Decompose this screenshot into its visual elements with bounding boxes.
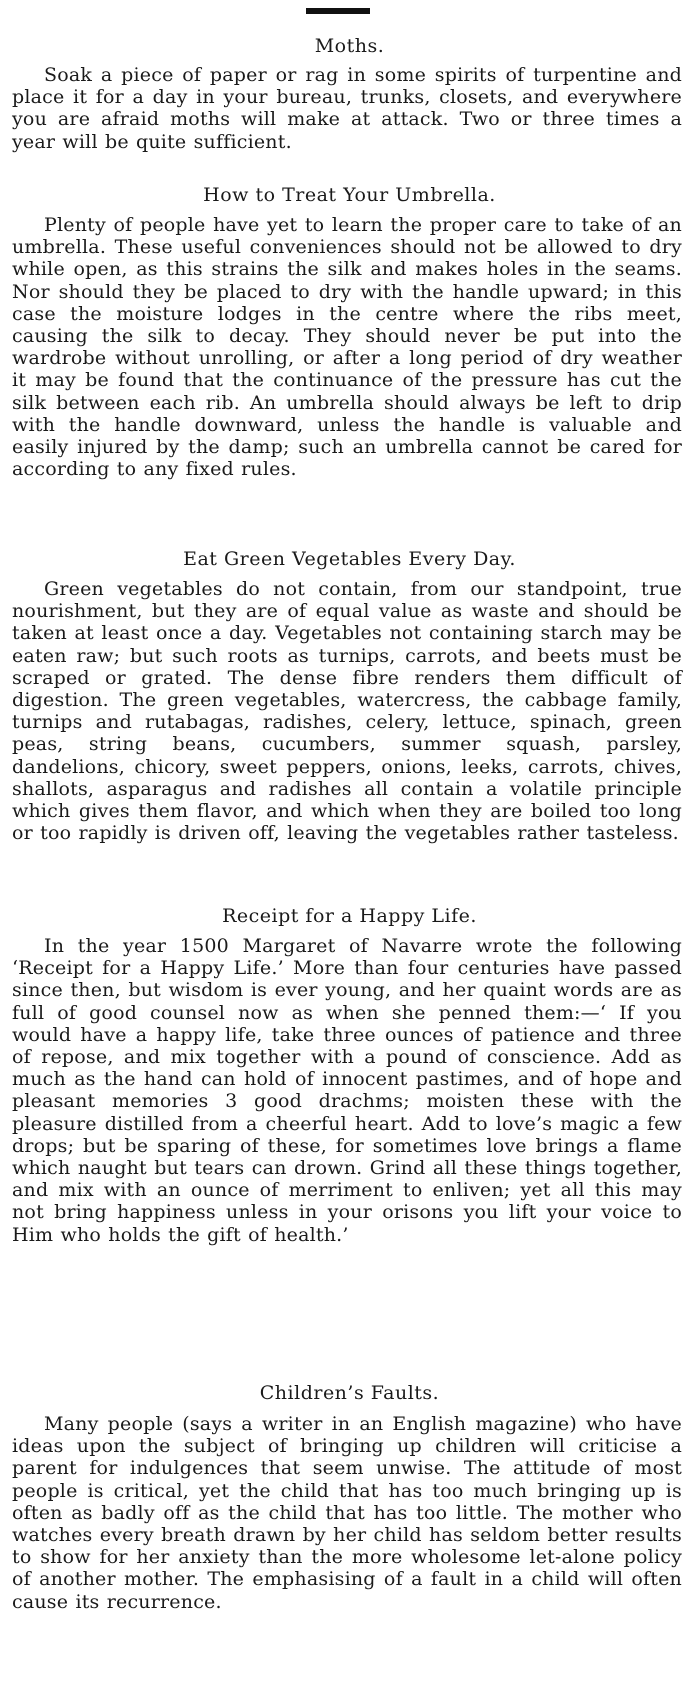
- article-title-happy-life: Receipt for a Happy Life.: [222, 905, 477, 927]
- article-body-moths: Soak a piece of paper or rag in some spirits of turpentine and place it for a day in your bureau, trunks, closets, and everywhere you are afraid moths will make at attack. Two or three times a year will be quite sufficient.: [12, 64, 682, 153]
- article-title-umbrella: How to Treat Your Umbrella.: [203, 184, 496, 206]
- article-body-vegetables: Green vegetables do not contain, from our standpoint, true nourishment, but they are of equal value as waste and should be taken at least once a day. Vegetables not containing starch may be eaten raw; but such roots as turnips, carrots, and beets must be scraped or grated. The dense fibre renders them difficult of digestion. The green vegetables, watercress, the cabbage family, turnips and rutabagas, radishes, celery, lettuce, spinach, green peas, string beans, cucumbers, summer squash, parsley, dandelions, chicory, sweet peppers, onions, leeks, carrots, chives, shallots, asparagus and radishes all contain a volatile principle which gives them flavor, and which when they are boiled too long or too rapidly is driven off, leaving the vegetables rather tasteless.: [12, 578, 682, 845]
- article-body-umbrella: Plenty of people have yet to learn the proper care to take of an umbrella. These useful conveniences should not be allowed to dry while open, as this strains the silk and makes holes in the seams. Nor should they be placed to dry with the handle upward; in this case the moisture lodges in the centre where the ribs meet, causing the silk to decay. They should never be put into the wardrobe without unrolling, or after a long period of dry weather it may be found that the continuance of the pressure has cut the silk between each rib. An umbrella should always be left to drip with the handle downward, unless the handle is valuable and easily injured by the damp; such an umbrella cannot be cared for according to any fixed rules.: [12, 214, 682, 481]
- article-title-childrens-faults: Children’s Faults.: [259, 1382, 440, 1404]
- article-title-moths: Moths.: [314, 35, 385, 57]
- article-body-childrens-faults: Many people (says a writer in an English magazine) who have ideas upon the subject of bringing up children will criticise a parent for indulgences that seem unwise. The attitude of most people is critical, yet the child that has too much bringing up is often as badly off as the child that has too little. The mother who watches every breath drawn by her child has seldom better results to show for her anxiety than the more wholesome let-alone policy of another mother. The emphasising of a fault in a child will often cause its recurrence.: [12, 1413, 682, 1613]
- article-body-happy-life: In the year 1500 Margaret of Navarre wrote the following ‘Receipt for a Happy Life.’ More than four centuries have passed since then, but wisdom is ever young, and her quaint words are as full of good counsel now as when she penned them:—‘ If you would have a happy life, take three ounces of patience and three of repose, and mix together with a pound of conscience. Add as much as the hand can hold of innocent pastimes, and of hope and pleasant memories 3 good drachms; moisten these with the pleasure distilled from a cheerful heart. Add to love’s magic a few drops; but be sparing of these, for sometimes love brings a flame which naught but tears can drown. Grind all these things together, and mix with an ounce of merriment to enliven; yet all this may not bring happiness unless in your orisons you lift your voice to Him who holds the gift of health.’: [12, 935, 682, 1246]
- article-title-vegetables: Eat Green Vegetables Every Day.: [183, 548, 516, 570]
- column-rule: [306, 8, 370, 14]
